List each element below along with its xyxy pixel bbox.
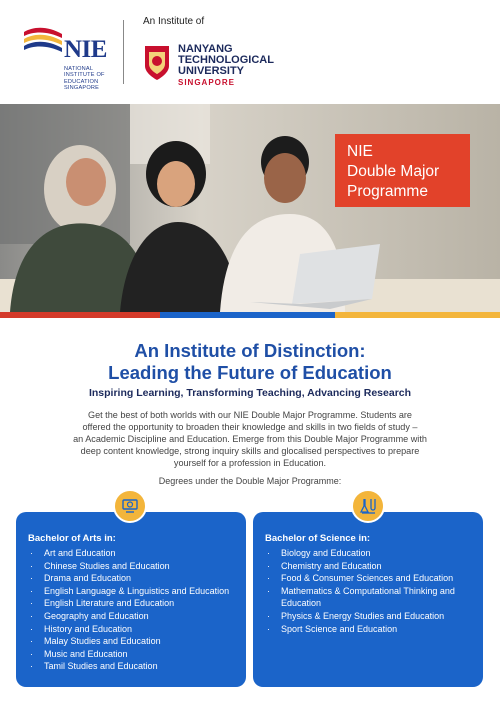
nie-abbrev: NIE (64, 36, 107, 63)
list-item: · Geography and Education (30, 610, 229, 623)
list-item: · Biology and Education (267, 547, 483, 560)
science-card (253, 512, 483, 687)
list-item: · Physics & Energy Studies and Education (267, 610, 483, 623)
science-card-title: Bachelor of Science in: (265, 533, 371, 544)
tagline: Inspiring Learning, Transforming Teaching, Advancing Research (88, 387, 412, 399)
ntu-crest-icon (143, 44, 171, 82)
stripe-orange (335, 312, 500, 318)
main-heading: An Institute of Distinction: Leading the Future of Education (108, 340, 392, 383)
list-item: · Chinese Studies and Education (30, 560, 229, 573)
list-item: · Music and Education (30, 648, 229, 661)
list-item: · Malay Studies and Education (30, 635, 229, 648)
ntu-country: SINGAPORE (178, 78, 236, 87)
arts-card-title: Bachelor of Arts in: (28, 533, 116, 544)
arts-card (16, 512, 246, 687)
list-item: · Art and Education (30, 547, 229, 560)
intro-paragraph: Get the best of both worlds with our NIE Double Major Programme. Students are offered the opportunity to broaden their knowledge and skills in two fields of study – an Academic Discipline and Education. Emerge from this Double Major Programme with deep content knowledge, strong inquiry skills and glocalised perspectives to prepare yourself for a profession in Education. (73, 410, 427, 468)
stripe-red (0, 312, 160, 318)
degrees-under-label: Degrees under the Double Major Programme: (158, 476, 342, 486)
online-learning-icon (113, 489, 147, 523)
science-lab-icon (351, 489, 385, 523)
list-item: · Food & Consumer Sciences and Education (267, 572, 483, 585)
page-header (0, 0, 500, 100)
nie-logo (22, 22, 114, 92)
list-item: · History and Education (30, 623, 229, 636)
header-divider (123, 20, 124, 84)
stripe-blue (160, 312, 335, 318)
programme-title-line: Double Major (347, 163, 440, 180)
list-item: · Drama and Education (30, 572, 229, 585)
arts-degree-list (30, 547, 229, 673)
programme-title-line: NIE (347, 143, 373, 160)
institute-of-label: An Institute of (143, 16, 205, 27)
list-item: · English Literature and Education (30, 597, 229, 610)
nie-full-name: NATIONAL INSTITUTE OF EDUCATION SINGAPORE (64, 66, 105, 92)
hero-photo (0, 104, 500, 312)
programme-title-line: Programme (347, 183, 428, 200)
list-item: · Sport Science and Education (267, 623, 483, 636)
science-degree-list (267, 547, 483, 635)
nie-swoosh-icon (22, 22, 66, 62)
list-item: · Tamil Studies and Education (30, 660, 229, 673)
list-item: · English Language & Linguistics and Education (30, 585, 229, 598)
list-item: · Chemistry and Education (267, 560, 483, 573)
programme-title-box (335, 134, 470, 207)
ntu-name: NANYANG TECHNOLOGICAL UNIVERSITY (178, 43, 274, 77)
list-item: · Mathematics & Computational Thinking and Education (267, 585, 483, 610)
